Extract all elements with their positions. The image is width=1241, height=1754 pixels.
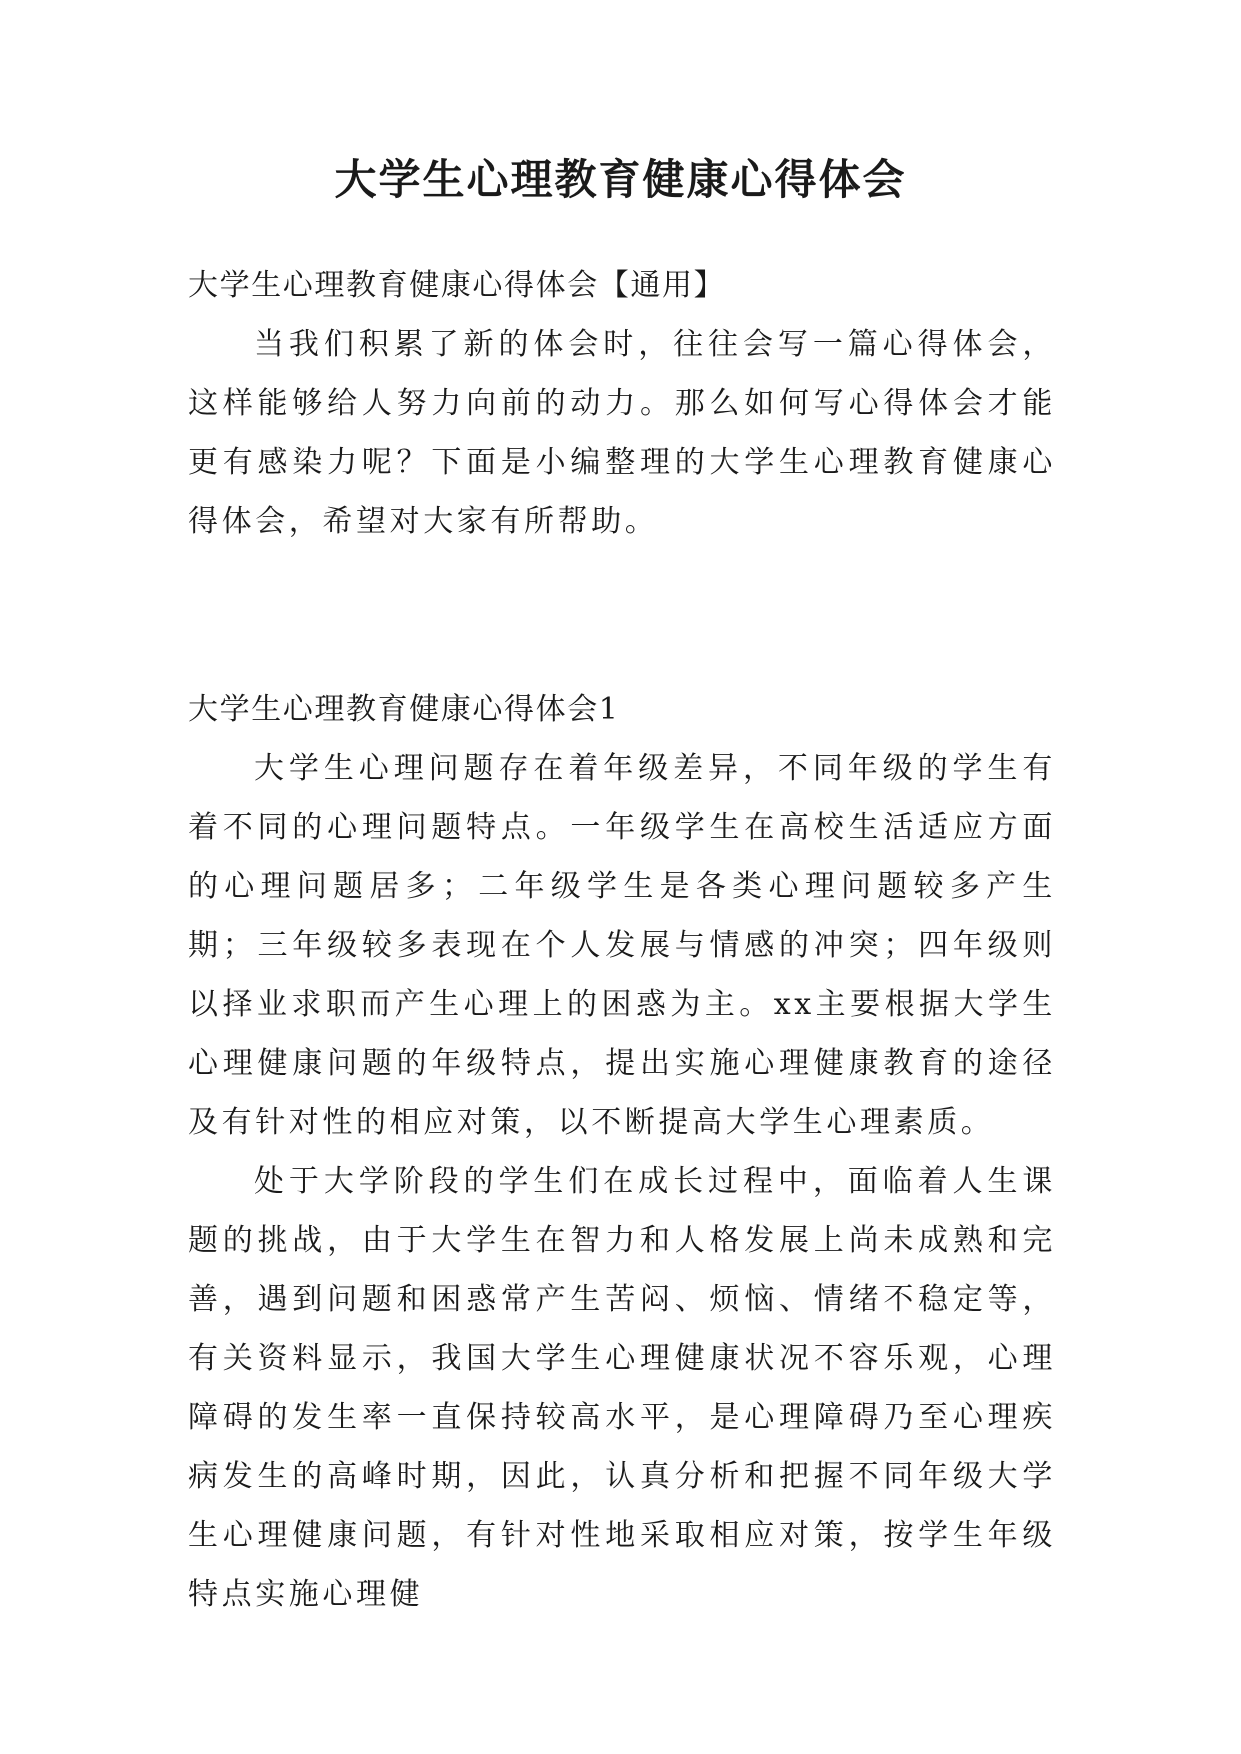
intro-section [188,256,1056,551]
intro-paragraph: 当我们积累了新的体会时，往往会写一篇心得体会，这样能够给人努力向前的动力。那么如何写心得体会才能更有感染力呢？下面是小编整理的大学生心理教育健康心得体会，希望对大家有所帮助。 [188,327,1056,539]
document-title: 大学生心理教育健康心得体会 [334,155,907,204]
section-1 [188,680,1056,1624]
intro-heading: 大学生心理教育健康心得体会【通用】 [188,268,726,303]
section-heading: 大学生心理教育健康心得体会1 [188,692,620,727]
paragraph: 处于大学阶段的学生们在成长过程中，面临着人生课题的挑战，由于大学生在智力和人格发展上尚未成熟和完善，遇到问题和困惑常产生苦闷、烦恼、情绪不稳定等，有关资料显示，我国大学生心理健康状况不容乐观，心理障碍的发生率一直保持较高水平，是心理障碍乃至心理疾病发生的高峰时期，因此，认真分析和把握不同年级大学生心理健康问题，有针对性地采取相应对策，按学生年级特点实施心理健 [188,1164,1056,1612]
paragraph: 大学生心理问题存在着年级差异，不同年级的学生有着不同的心理问题特点。一年级学生在高校生活适应方面的心理问题居多；二年级学生是各类心理问题较多产生期；三年级较多表现在个人发展与情感的冲突；四年级则以择业求职而产生心理上的困惑为主。xx主要根据大学生心理健康问题的年级特点，提出实施心理健康教育的途径及有针对性的相应对策，以不断提高大学生心理素质。 [188,751,1056,1140]
